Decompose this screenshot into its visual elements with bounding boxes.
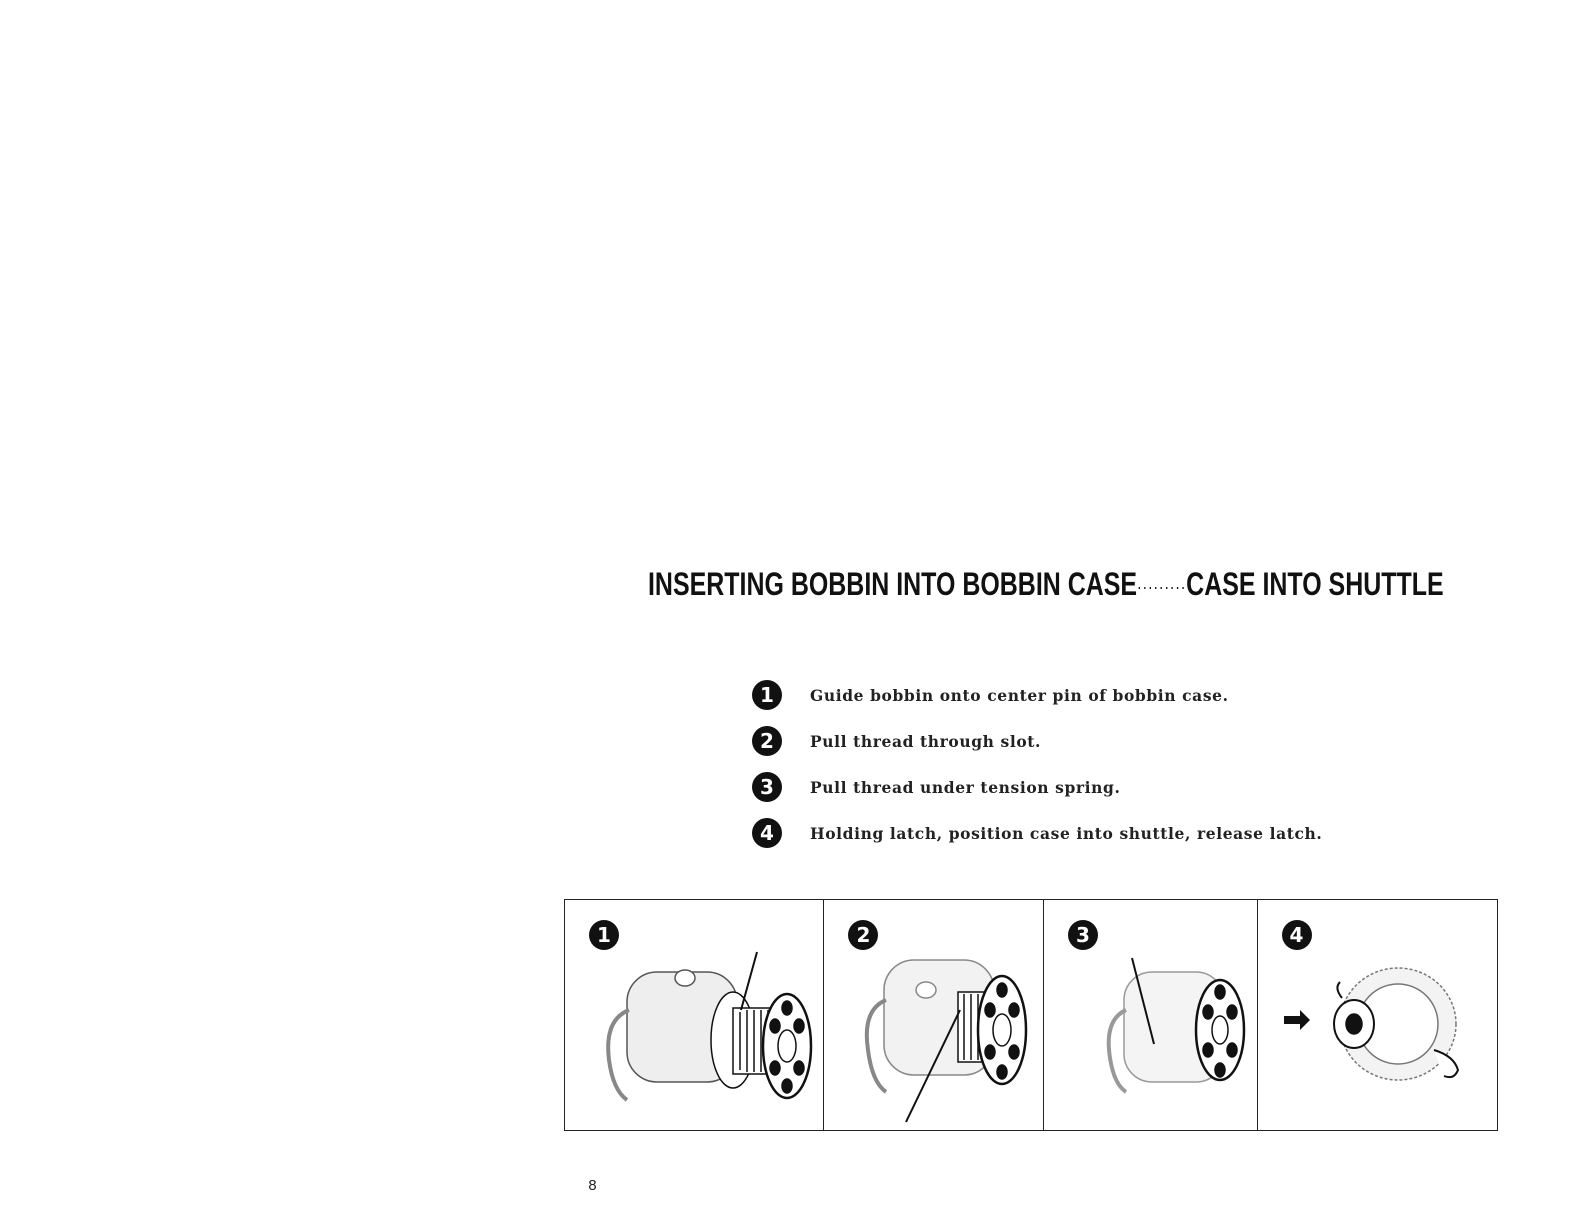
title-part2: CASE INTO SHUTTLE [1186,566,1444,602]
step-number-badge: 1 [752,680,782,710]
step-number-badge: 2 [752,726,782,756]
panel-number-badge: 3 [1068,920,1098,950]
step-text: Guide bobbin onto center pin of bobbin case. [810,685,1229,705]
illustration-panel-4 [1258,900,1497,1130]
step-number-badge: 3 [752,772,782,802]
panel-number-badge: 2 [848,920,878,950]
page-number: 8 [588,1178,598,1195]
step-text: Holding latch, position case into shuttle, release latch. [810,823,1323,843]
title-separator: ········· [1137,577,1187,597]
illustration-panel-1 [565,900,824,1130]
illustration-strip [564,899,1498,1131]
illustration-panel-3 [1044,900,1258,1130]
step-item [752,810,1372,856]
illustration-panel-2 [824,900,1044,1130]
step-text: Pull thread under tension spring. [810,777,1121,797]
step-item [752,718,1372,764]
step-list [752,672,1372,856]
step-number-badge: 4 [752,818,782,848]
page-title [648,566,1444,603]
step-text: Pull thread through slot. [810,731,1042,751]
arrow-right-icon [1284,1010,1310,1030]
step-item [752,672,1372,718]
panel-number-badge: 4 [1282,920,1312,950]
title-part1: INSERTING BOBBIN INTO BOBBIN CASE [648,566,1138,602]
panel-number-badge: 1 [589,920,619,950]
step-item [752,764,1372,810]
